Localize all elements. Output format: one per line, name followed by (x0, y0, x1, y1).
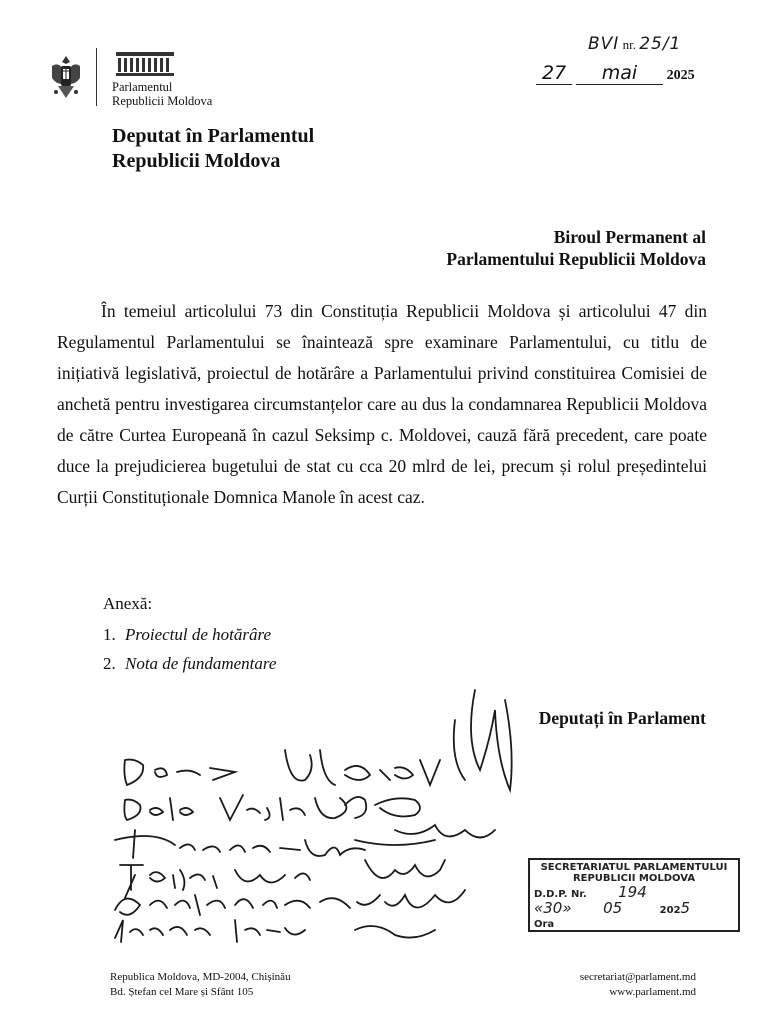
stamp-line2: REPUBLICII MOLDOVA (572, 873, 696, 884)
annex-item: 2. Nota de fundamentare (103, 654, 277, 673)
reference-label: nr. (622, 37, 636, 52)
date-day: 27 (536, 62, 572, 85)
registration-stamp (528, 858, 740, 932)
sender-line2: Republicii Moldova (112, 150, 281, 172)
parliament-building-icon (116, 52, 174, 76)
sender-block (112, 124, 314, 174)
org-name-line1: Parlamentul (112, 80, 173, 94)
date-year: 2025 (666, 68, 695, 83)
reference-value: 25/1 (639, 34, 682, 54)
document-date (536, 62, 695, 85)
signatories-label: Deputați în Parlament (538, 708, 706, 728)
stamp-date-row (534, 899, 734, 917)
recipient-line1: Biroul Permanent al (553, 227, 706, 247)
stamp-ddp-row: D.D.P. Nr. 194 (534, 883, 647, 901)
annex-list (103, 620, 276, 678)
stamp-line1: SECRETARIATUL PARLAMENTULUI (540, 862, 728, 873)
reference-hand: BVI (588, 34, 620, 54)
annex-item: 1. Proiectul de hotărâre (103, 625, 272, 644)
reference-number (588, 34, 681, 54)
recipient-line2: Parlamentului Republicii Moldova (446, 249, 706, 269)
footer-address-line2: Bd. Ștefan cel Mare și Sfânt 105 (110, 986, 254, 998)
stamp-month: 05 (603, 899, 623, 917)
body-paragraph: În temeiul articolului 73 din Constituția Republicii Moldova și articolului 47 din Regulamentul Parlamentului se înaintează spre examinare Parlamentului, cu titlu de inițiativă legislativă, proiectul de hotărâre a Parlamentului privind constituirea Comisiei de anchetă pentru investigarea circumstanțelor care au dus la condamnarea Republicii Moldova de către Curtea Europeană în cazul Seksimp c. Moldovei, cauză fără precedent, care poate duce la prejudicierea bugetului de stat cu cca 20 mlrd de lei, precum și rolul președintelui Curții Constituționale Domnica Manole în acest caz. (57, 301, 707, 507)
stamp-ddp-number: 194 (618, 883, 647, 901)
footer-address (110, 970, 291, 1000)
header-divider (96, 48, 97, 106)
stamp-ora-row: Ora (534, 919, 555, 930)
footer-contacts (580, 970, 696, 1000)
handwritten-signatures (95, 680, 535, 950)
date-month: mai (576, 62, 663, 85)
annex-title: Anexă: (103, 594, 153, 613)
sender-line1: Deputat în Parlamentul (112, 125, 315, 147)
stamp-day: «30» (534, 899, 572, 917)
footer-address-line1: Republica Moldova, MD-2004, Chișinău (110, 971, 291, 983)
footer-email[interactable]: secretariat@parlament.md (579, 971, 696, 983)
stamp-year: 2025 (659, 899, 691, 917)
coat-of-arms-icon (48, 54, 84, 100)
footer-website[interactable]: www.parlament.md (609, 986, 696, 998)
recipient-block (446, 226, 706, 270)
org-name-line2: Republicii Moldova (112, 94, 213, 108)
